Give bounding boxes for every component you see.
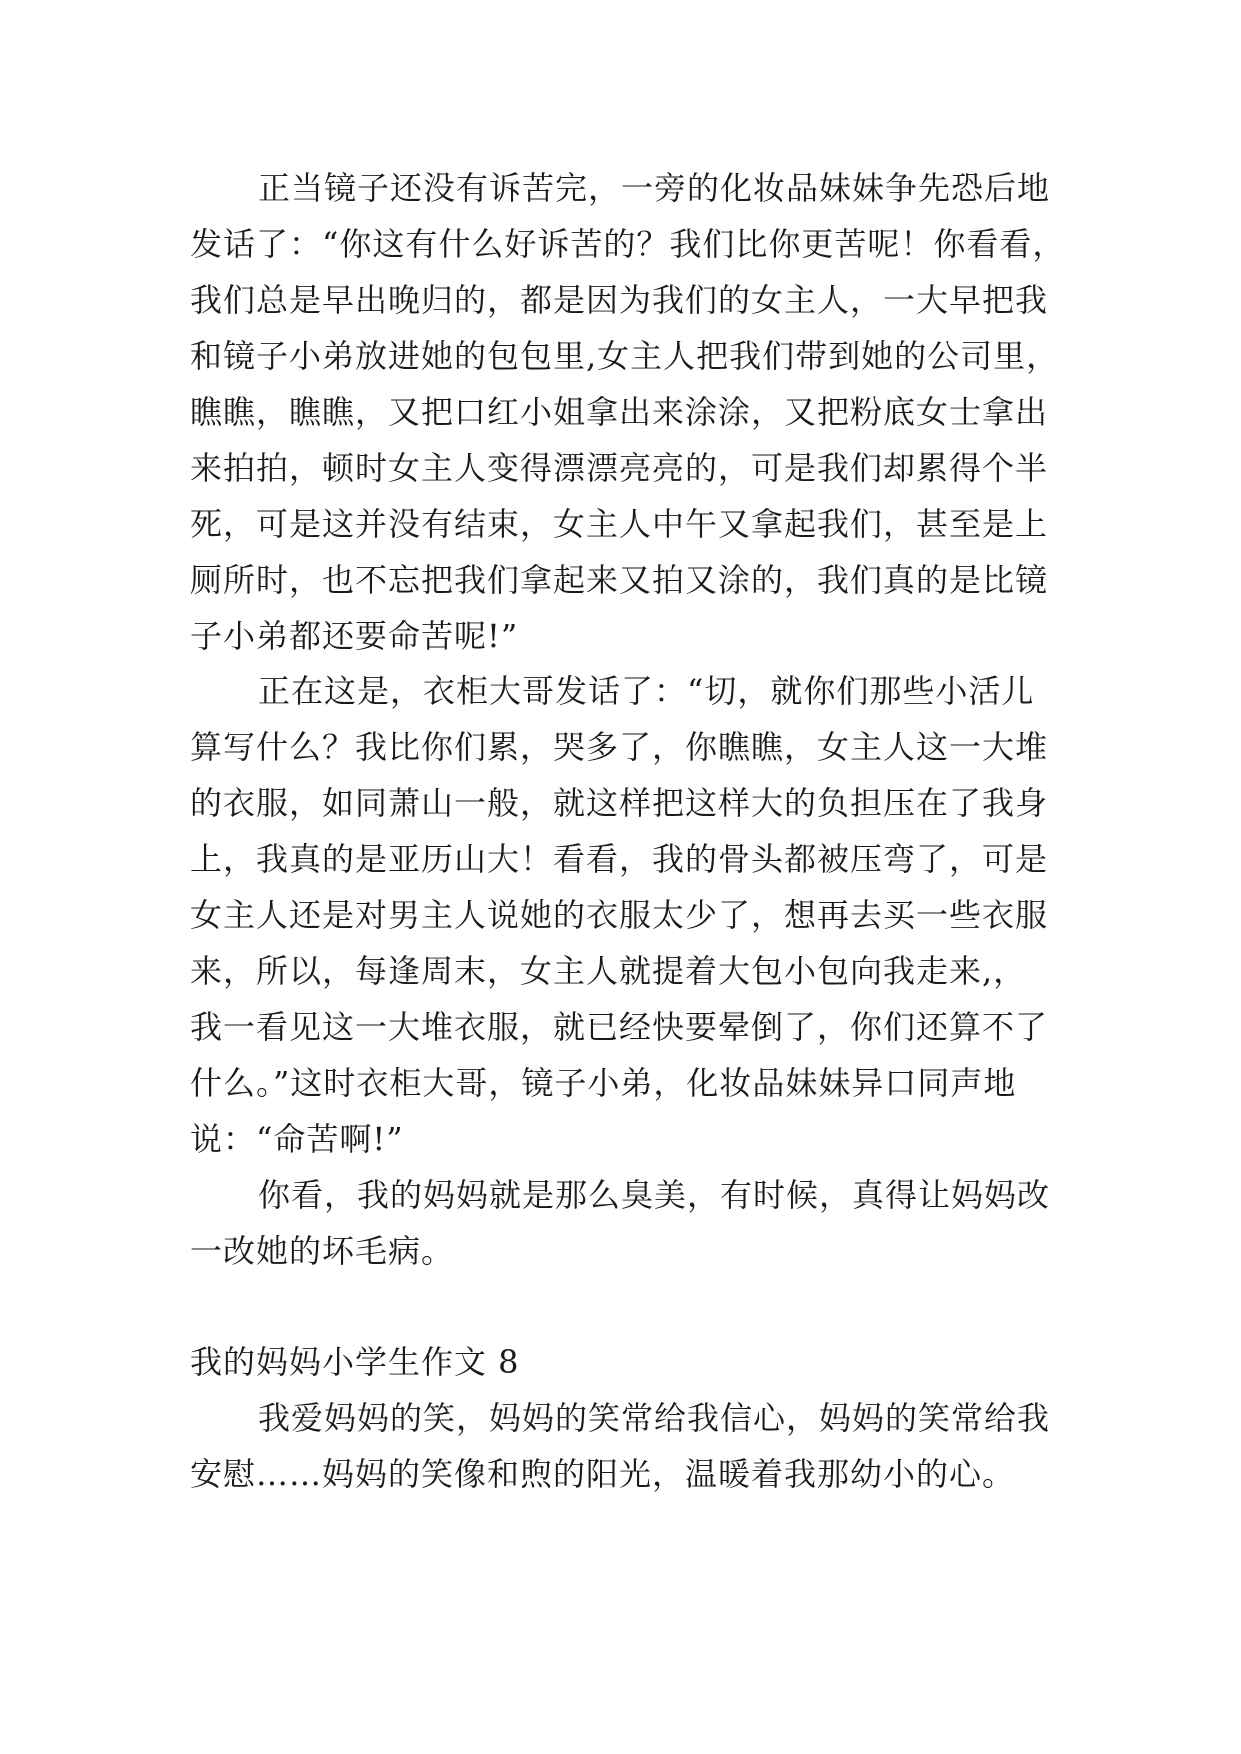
paragraph-1-line-7: 死，可是这并没有结束，女主人中午又拿起我们，甚至是上 bbox=[190, 505, 1049, 543]
paragraph-1-line-2: 发话了：“你这有什么好诉苦的？我们比你更苦呢！你看看， bbox=[190, 225, 1066, 263]
paragraph-2-line-7: 我一看见这一大堆衣服，就已经快要晕倒了，你们还算不了 bbox=[190, 1008, 1049, 1046]
paragraph-1-line-8: 厕所时，也不忘把我们拿起来又拍又涂的，我们真的是比镜 bbox=[190, 561, 1049, 599]
paragraph-1-line-1: 正当镜子还没有诉苦完，一旁的化妆品妹妹争先恐后地 bbox=[258, 169, 1051, 207]
paragraph-1-line-5: 瞧瞧，瞧瞧，又把口红小姐拿出来涂涂，又把粉底女士拿出 bbox=[190, 393, 1049, 431]
final-paragraph-line-1: 我爱妈妈的笑，妈妈的笑常给我信心，妈妈的笑常给我 bbox=[258, 1399, 1051, 1437]
paragraph-2-line-8: 什么。”这时衣柜大哥，镜子小弟，化妆品妹妹异口同声地 bbox=[190, 1064, 1017, 1102]
paragraph-1-line-9: 子小弟都还要命苦呢!” bbox=[190, 617, 519, 655]
paragraph-2-line-2: 算写什么？我比你们累，哭多了，你瞧瞧，女主人这一大堆 bbox=[190, 728, 1049, 766]
paragraph-3-line-2: 一改她的坏毛病。 bbox=[190, 1232, 455, 1270]
paragraph-2-line-5: 女主人还是对男主人说她的衣服太少了，想再去买一些衣服 bbox=[190, 896, 1049, 934]
paragraph-1-line-6: 来拍拍，顿时女主人变得漂漂亮亮的，可是我们却累得个半 bbox=[190, 449, 1049, 487]
paragraph-2-line-9: 说：“命苦啊!” bbox=[190, 1120, 404, 1158]
paragraph-1-line-4: 和镜子小弟放进她的包包里,女主人把我们带到她的公司里， bbox=[190, 337, 1060, 375]
paragraph-1-line-3: 我们总是早出晚归的，都是因为我们的女主人，一大早把我 bbox=[190, 281, 1049, 319]
paragraph-2-line-6: 来，所以，每逢周末，女主人就提着大包小包向我走来,， bbox=[190, 952, 1027, 990]
paragraph-2-line-1: 正在这是，衣柜大哥发话了：“切，就你们那些小活儿 bbox=[258, 672, 1035, 710]
paragraph-2-line-3: 的衣服，如同萧山一般，就这样把这样大的负担压在了我身 bbox=[190, 784, 1049, 822]
paragraph-3-line-1: 你看，我的妈妈就是那么臭美，有时候，真得让妈妈改 bbox=[258, 1176, 1051, 1214]
paragraph-2-line-4: 上，我真的是亚历山大！看看，我的骨头都被压弯了，可是 bbox=[190, 840, 1049, 878]
final-paragraph-line-2: 安慰……妈妈的笑像和煦的阳光，温暖着我那幼小的心。 bbox=[190, 1455, 1016, 1493]
section-title: 我的妈妈小学生作文 8 bbox=[190, 1343, 520, 1381]
